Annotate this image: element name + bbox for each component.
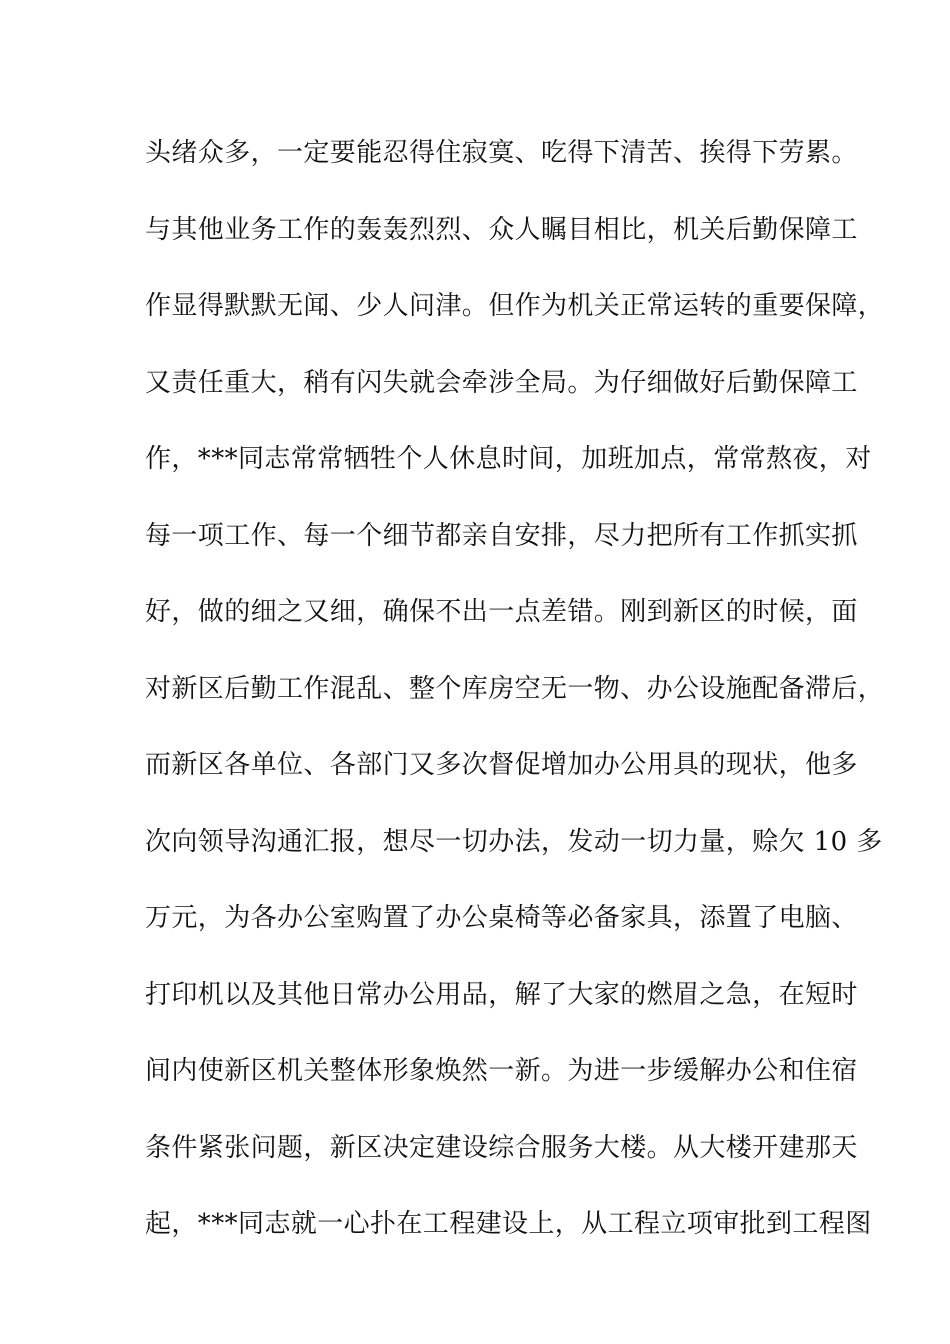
text-line: 间内使新区机关整体形象焕然一新。为进一步缓解办公和住宿 (145, 1056, 858, 1086)
text-line: 与其他业务工作的轰轰烈烈、众人瞩目相比，机关后勤保障工 (145, 214, 858, 245)
text-line: 万元，为各办公室购置了办公桌椅等必备家具，添置了电脑、 (145, 903, 858, 933)
text-line: 条件紧张问题，新区决定建设综合服务大楼。从大楼开建那天 (145, 1132, 858, 1163)
text-line: 头绪众多，一定要能忍得住寂寞、吃得下清苦、挨得下劳累。 (145, 138, 858, 168)
text-line: 起，***同志就一心扑在工程建设上，从工程立项审批到工程图 (145, 1209, 872, 1239)
text-line: 打印机以及其他日常办公用品，解了大家的燃眉之急，在短时 (145, 979, 858, 1010)
text-line: 作，***同志常常牺牲个人休息时间，加班加点，常常熬夜，对 (145, 444, 872, 474)
text-line: 对新区后勤工作混乱、整个库房空无一物、办公设施配备滞后， (145, 673, 885, 704)
text-line: 次向领导沟通汇报，想尽一切办法，发动一切力量，赊欠 10 多 (145, 826, 883, 857)
text-line: 每一项工作、每一个细节都亲自安排，尽力把所有工作抓实抓 (145, 520, 858, 551)
text-line: 而新区各单位、各部门又多次督促增加办公用具的现状，他多 (145, 750, 858, 780)
text-line: 好，做的细之又细，确保不出一点差错。刚到新区的时候，面 (145, 597, 858, 627)
body-text (145, 131, 885, 1279)
text-line: 又责任重大，稍有闪失就会牵涉全局。为仔细做好后勤保障工 (145, 367, 858, 398)
text-line: 作显得默默无闻、少人问津。但作为机关正常运转的重要保障， (145, 291, 885, 321)
